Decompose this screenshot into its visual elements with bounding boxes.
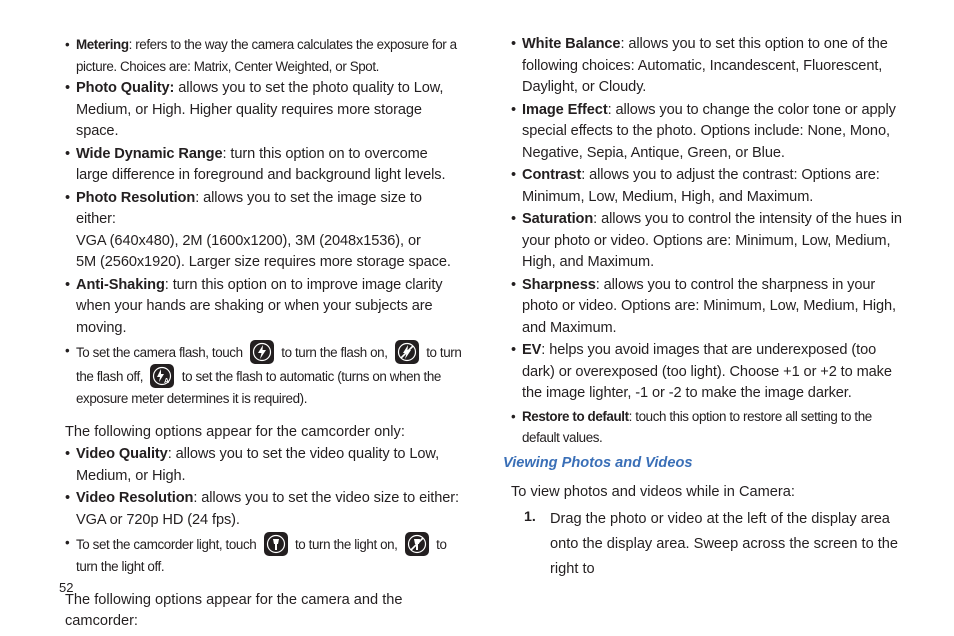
list-item-flash-note — [63, 340, 463, 410]
desc: : allows you to set the video quality to Low, Medium, or High. — [76, 446, 440, 484]
list-item-metering — [63, 34, 463, 77]
desc: : allows you to set the video size to either: VGA or 720p HD (24 fps). — [76, 490, 459, 528]
bullet: • — [65, 535, 70, 550]
term: White Balance — [522, 36, 621, 52]
bullet: • — [65, 189, 71, 206]
term: Video Resolution — [76, 490, 194, 506]
term: Metering — [76, 37, 129, 52]
light-on-icon[interactable] — [264, 532, 288, 556]
desc: : turn this option on to overcome large difference in foreground and background light levels. — [76, 145, 446, 183]
list-item-wide-dynamic-range — [63, 144, 463, 187]
right-column — [509, 34, 909, 450]
light-off-icon[interactable] — [405, 532, 429, 556]
page-number: 52 — [59, 580, 74, 595]
list-item-saturation — [509, 209, 909, 274]
bullet: • — [65, 37, 70, 52]
text: to set the flash to automatic (turns on when the exposure meter determines it is required). — [76, 369, 441, 406]
flash-off-icon[interactable] — [395, 340, 419, 364]
section-intro: To view photos and videos while in Camera: — [511, 484, 795, 500]
bullet: • — [511, 276, 517, 293]
list-item-white-balance — [509, 34, 909, 99]
svg-text:A: A — [164, 378, 170, 385]
camcorder-intro: The following options appear for the camcorder only: — [65, 423, 405, 440]
list-item-light-note — [63, 532, 463, 578]
text: to turn the light off. — [76, 537, 447, 574]
term: Contrast — [522, 167, 582, 183]
text: To set the camcorder light, touch — [76, 537, 257, 552]
list-item-ev — [509, 340, 909, 405]
both-intro: The following options appear for the camera and the camcorder: — [65, 591, 403, 629]
term: Wide Dynamic Range — [76, 145, 223, 162]
bullet: • — [65, 145, 71, 162]
desc: : allows you to adjust the contrast: Options are: Minimum, Low, Medium, High, and Maximum. — [522, 167, 880, 205]
desc: : helps you avoid images that are underexposed (too dark) or overexposed (too light). Choose +1 or +2 to make the image lighter, -1 or -2 to make the image darker. — [522, 342, 892, 401]
bullet: • — [65, 490, 71, 506]
bullet: • — [511, 211, 517, 227]
term: Anti-Shaking — [76, 276, 165, 293]
left-column — [63, 34, 463, 634]
term: Photo Resolution — [76, 189, 196, 206]
list-item-anti-shaking — [63, 275, 463, 340]
desc: : allows you to control the sharpness in your photo or video. Options are: Minimum, Low, Medium, High, and Maximum. — [522, 276, 897, 336]
bullet: • — [511, 408, 516, 424]
desc: : allows you to control the intensity of the hues in your photo or video. Options are: Minimum, Low, Medium, High, and Maximum. — [522, 211, 902, 270]
term: Sharpness — [522, 276, 596, 293]
desc: : touch this option to restore all setting to the default values. — [522, 408, 872, 445]
term: Restore to default — [522, 408, 629, 424]
flash-auto-icon[interactable] — [150, 364, 174, 388]
bullet: • — [511, 167, 517, 183]
term: Saturation — [522, 211, 594, 227]
list-item-restore-default — [509, 406, 909, 449]
term: Photo Quality: — [76, 80, 175, 96]
desc: : allows you to set the image size to either: — [76, 189, 422, 227]
list-item-photo-resolution — [63, 188, 463, 274]
section-heading: Viewing Photos and Videos — [503, 455, 693, 471]
desc-line: 5M (2560x1920). Larger size requires more storage space. — [76, 254, 451, 270]
term: Video Quality — [76, 446, 168, 462]
list-item-sharpness — [509, 275, 909, 340]
step-number: 1. — [524, 509, 536, 525]
term: EV — [522, 342, 542, 358]
term: Image Effect — [522, 101, 608, 118]
desc: : turn this option on to improve image clarity when your hands are shaking or when your subjects are moving. — [76, 276, 443, 336]
text: To set the camera flash, touch — [76, 345, 243, 360]
flash-on-icon[interactable] — [250, 340, 274, 364]
desc: : allows you to set this option to one of the following choices: Automatic, Incandescent, Fluorescent, Daylight, or Cloudy. — [522, 36, 888, 95]
bullet: • — [511, 36, 517, 52]
list-item-image-effect — [509, 100, 909, 165]
bullet: • — [65, 276, 71, 293]
text: to turn the light on, — [294, 537, 398, 552]
list-item-photo-quality — [63, 78, 463, 143]
text: to turn the flash off, — [76, 345, 462, 384]
desc: : refers to the way the camera calculates the exposure for a picture. Choices are: Matrix, Center Weighted, or Spot. — [76, 37, 457, 74]
text: to turn the flash on, — [281, 345, 388, 360]
bullet: • — [65, 446, 71, 462]
step-text: Drag the photo or video at the left of the display area onto the display area. Sweep across the screen to the right to — [550, 511, 899, 577]
list-item-video-quality — [63, 444, 463, 487]
desc-line: VGA (640x480), 2M (1600x1200), 3M (2048x1536), or — [76, 232, 421, 249]
desc: : allows you to change the color tone or apply special effects to the photo. Options include: None, Mono, Negative, Sepia, Antique, Green, or Blue. — [522, 101, 896, 161]
bullet: • — [511, 101, 517, 118]
bullet: • — [511, 342, 517, 358]
bullet: • — [65, 80, 71, 96]
bullet: • — [65, 343, 70, 358]
list-item-contrast — [509, 165, 909, 208]
list-item-video-resolution — [63, 488, 463, 531]
desc: allows you to set the photo quality to Low, Medium, or High. Higher quality requires more storage space. — [76, 80, 444, 139]
